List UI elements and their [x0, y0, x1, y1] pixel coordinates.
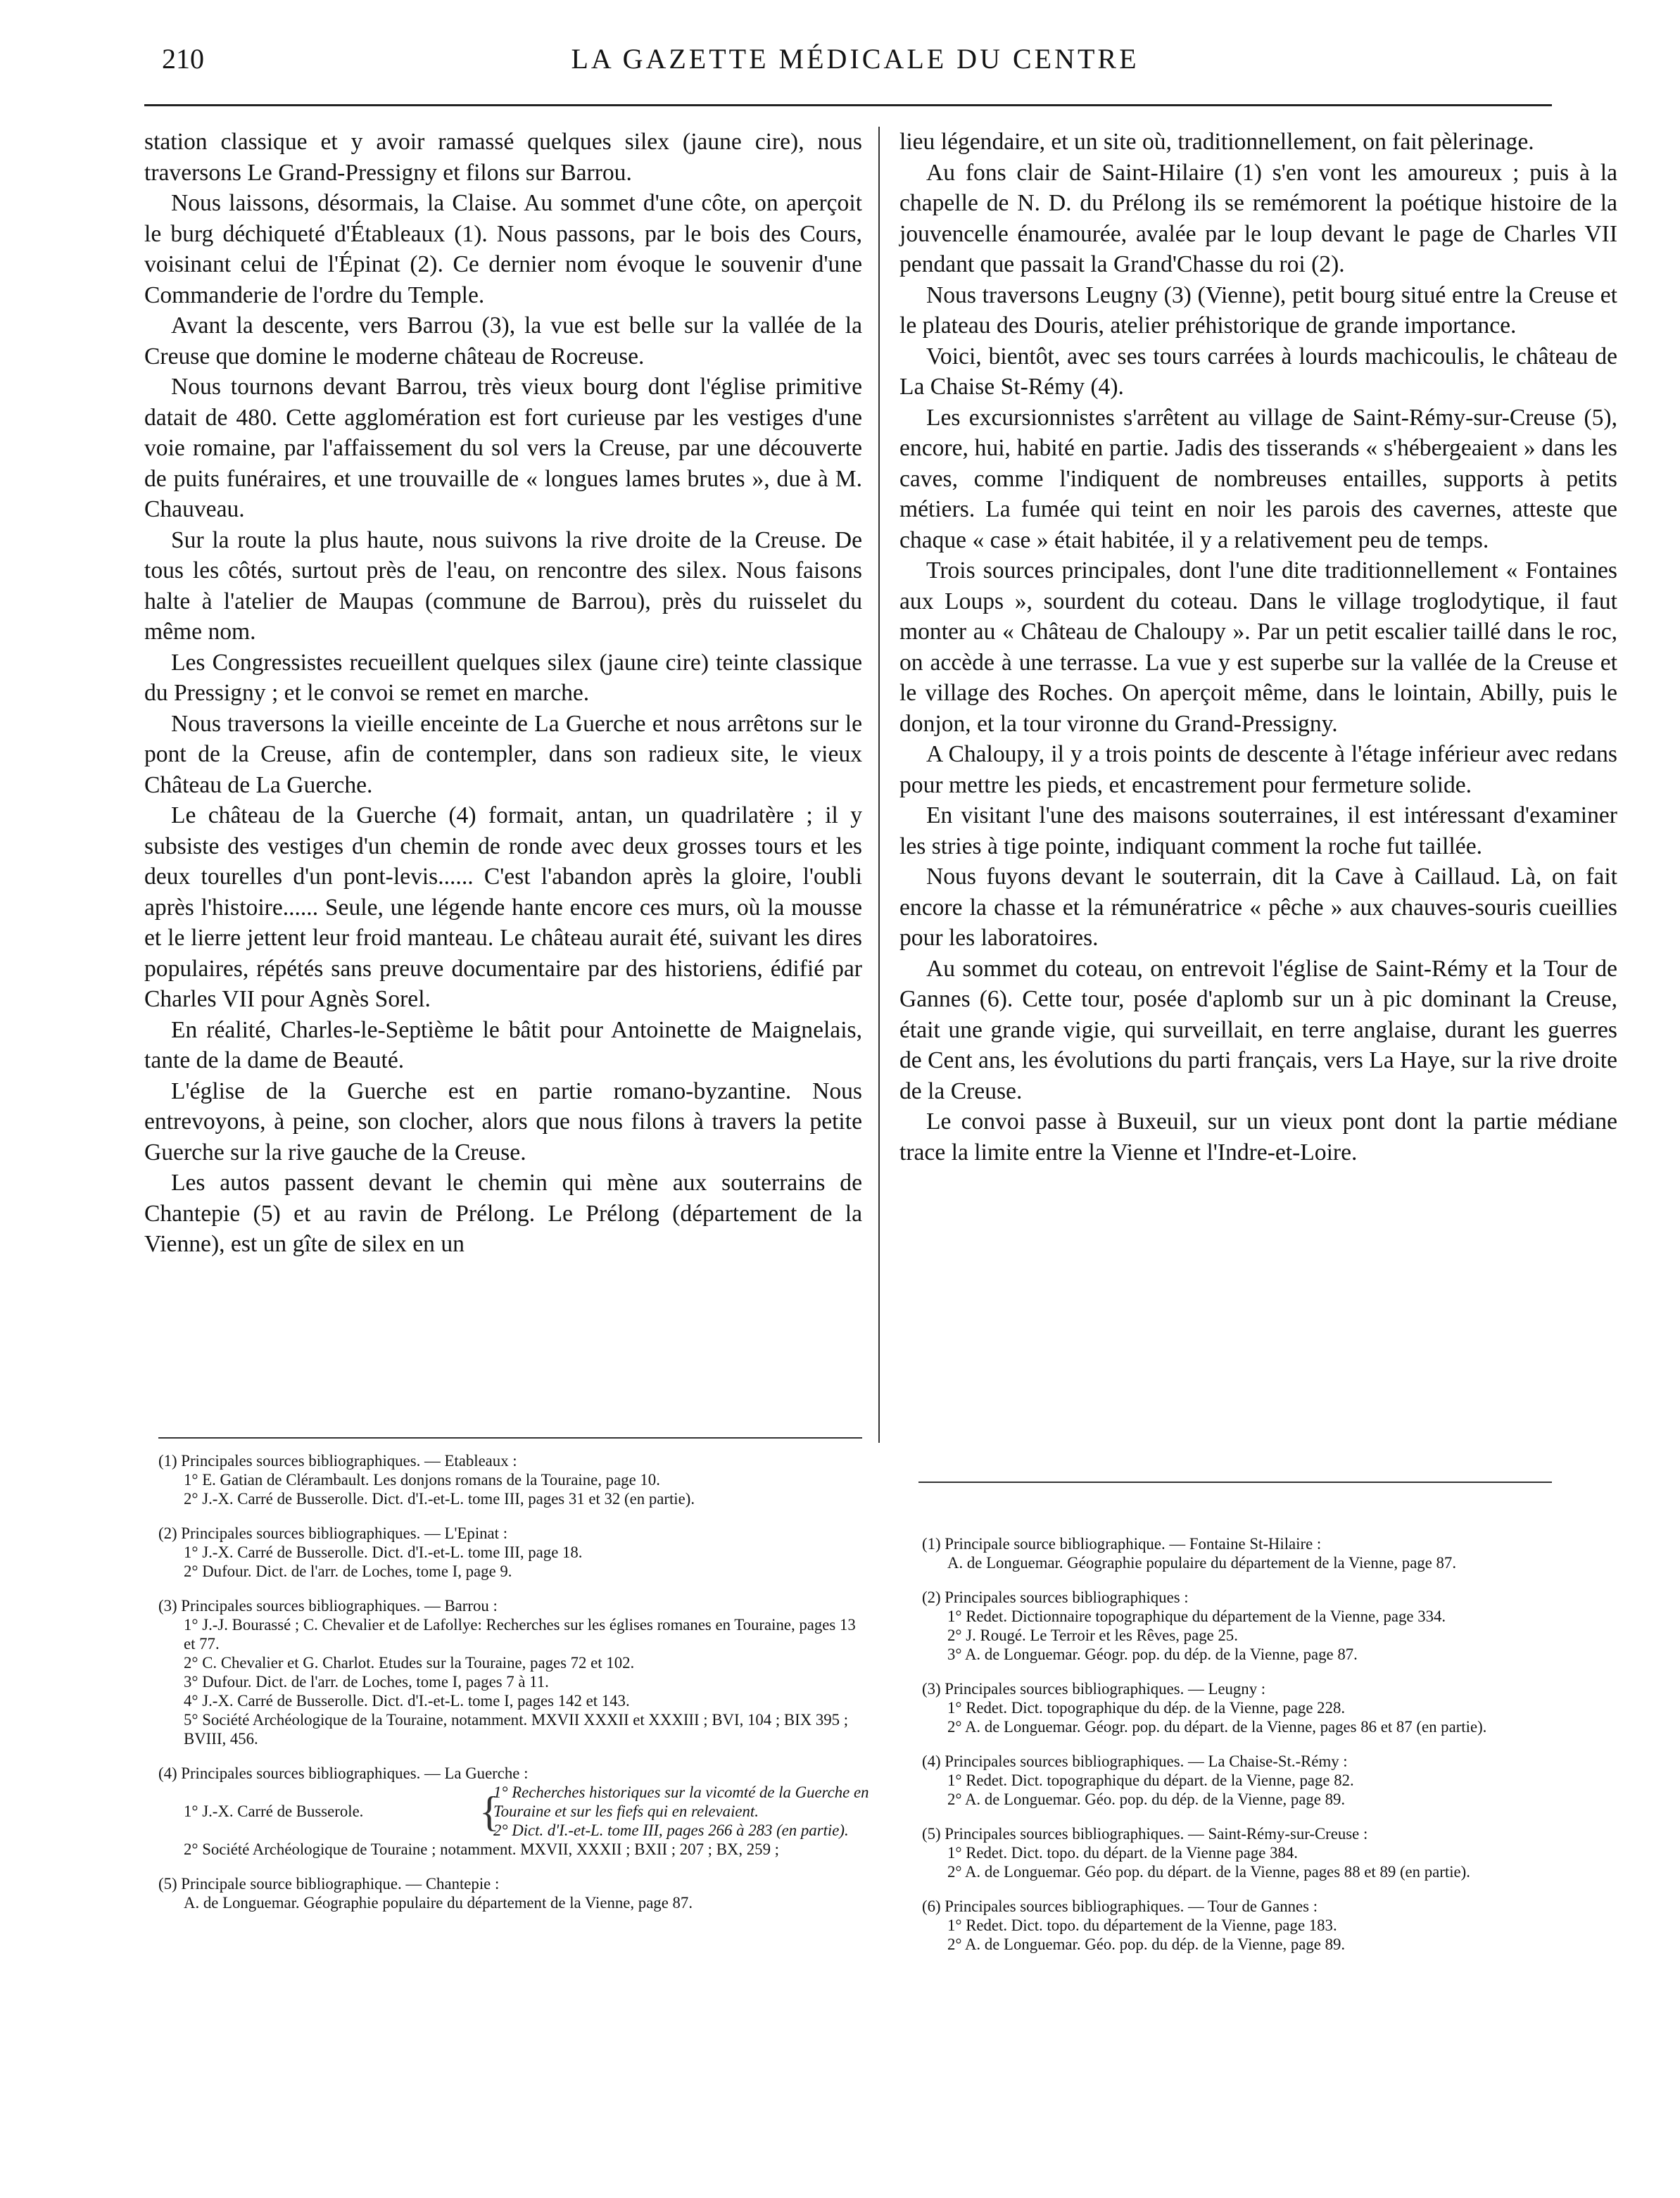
paragraph: Voici, bientôt, avec ses tours carrées à lourds machicoulis, le château de La Chaise St-Rémy (4).: [899, 343, 1617, 400]
footnote-heading: (4) Principales sources bibliographiques. — La Guerche :: [158, 1764, 529, 1782]
footnote-entry: 2° A. de Longuemar. Géo pop. du départ. de la Vienne, pages 88 et 89 (en partie).: [947, 1863, 1470, 1881]
footnote-braced-refs: [184, 1783, 869, 1840]
footnote-entry: 2° Dufour. Dict. de l'arr. de Loches, tome I, page 9.: [184, 1562, 512, 1580]
footnote-entry: 2° Dict. d'I.-et-L. tome III, pages 266 à 283 (en partie).: [493, 1821, 849, 1839]
paragraph: lieu légendaire, et un site où, traditionnellement, on fait pèlerinage.: [899, 129, 1534, 155]
paragraph: Le château de la Guerche (4) formait, antan, un quadrilatère ; il y subsiste des vestiges d'un chemin de ronde avec deux grosses tours et les deux tourelles d'un pont-levis...... C'est l'abandon après la gloire, l'oubli après l'histoire...... Seule, une légende hante encore ces murs, où la mousse et le lierre jettent leur froid manteau. Le château aurait été, suivant les dires populaires, répétés sans preuve documentaire par des historiens, édifié par Charles VII pour Agnès Sorel.: [144, 802, 862, 1012]
footnote-heading: (6) Principales sources bibliographiques. — Tour de Gannes :: [922, 1897, 1318, 1915]
footnote-2: [158, 1524, 869, 1581]
paragraph: Trois sources principales, dont l'une dite traditionnellement « Fontaines aux Loups », sourdent du coteau. Dans le village troglodytique, il faut monter au « Château de Chaloupy ». Par un petit escalier taillé dans le roc, on accède à une terrasse. La vue y est superbe sur la vallée de la Creuse et le village des Roches. On aperçoit même, dans le lointain, Abilly, puis le donjon, et la tour vironne du Grand-Pressigny.: [899, 557, 1617, 737]
paragraph: Nous fuyons devant le souterrain, dit la Cave à Caillaud. Là, on fait encore la chasse et la rémunératrice « pêche » aux chauves-souris cueillies pour les laboratoires.: [899, 864, 1617, 951]
paragraph: station classique et y avoir ramassé quelques silex (jaune cire), nous traversons Le Grand-Pressigny et filons sur Barrou.: [144, 129, 862, 186]
footnote-heading: (2) Principales sources bibliographiques :: [922, 1589, 1189, 1606]
paragraph: Avant la descente, vers Barrou (3), la vue est belle sur la vallée de la Creuse que domine le moderne château de Rocreuse.: [144, 312, 862, 370]
footnote-1: [158, 1451, 869, 1508]
footnote-entry: 1° J.-J. Bourassé ; C. Chevalier et de Lafollye: Recherches sur les églises romanes en Touraine, pages 13 et 77.: [184, 1616, 856, 1653]
left-column: [144, 127, 862, 1260]
running-title: LA GAZETTE MÉDICALE DU CENTRE: [571, 43, 1139, 75]
footnote-author: 1° J.-X. Carré de Busserole.: [184, 1802, 364, 1820]
footnote-entry: 1° J.-X. Carré de Busserolle. Dict. d'I.-et-L. tome III, page 18.: [184, 1543, 583, 1561]
footnote-entry: 1° Redet. Dict. topo. du départ. de la Vienne page 384.: [947, 1844, 1298, 1862]
page-number: 210: [162, 43, 204, 75]
footnote-entry: 1° Recherches historiques sur la vicomté de la Guerche en Touraine et sur les fiefs qui en relevaient.: [493, 1783, 869, 1820]
footnote-entry: 2° A. de Longuemar. Géo. pop. du dép. de la Vienne, page 89.: [947, 1935, 1346, 1953]
footnote-heading: (5) Principale source bibliographique. — Chantepie :: [158, 1875, 500, 1893]
footnote-entry: A. de Longuemar. Géographie populaire du département de la Vienne, page 87.: [184, 1894, 693, 1912]
footnote-heading: (1) Principale source bibliographique. — Fontaine St-Hilaire :: [922, 1535, 1322, 1553]
footnote-entry: 2° J.-X. Carré de Busserolle. Dict. d'I.-et-L. tome III, pages 31 et 32 (en partie).: [184, 1490, 695, 1508]
footnote-heading: (4) Principales sources bibliographiques. — La Chaise-St.-Rémy :: [922, 1752, 1348, 1770]
paragraph: Au fons clair de Saint-Hilaire (1) s'en vont les amoureux ; puis à la chapelle de N. D. du Prélong ils se remémorent la poétique histoire de la jouvencelle énamourée, avalée par le loup devant le page de Charles VII pendant que passait la Grand'Chasse du roi (2).: [899, 159, 1617, 277]
paragraph: Les Congressistes recueillent quelques silex (jaune cire) teinte classique du Pressigny ; et le convoi se remet en marche.: [144, 649, 862, 706]
footnote-entry: 5° Société Archéologique de la Touraine, notamment. MXVII XXXII et XXXIII ; BVI, 104 ; BIX 395 ; BVIII, 456.: [184, 1711, 849, 1748]
footnote-entry: 3° A. de Longuemar. Géogr. pop. du dép. de la Vienne, page 87.: [947, 1646, 1358, 1663]
footnote-entry: 1° Redet. Dictionnaire topographique du département de la Vienne, page 334.: [947, 1608, 1446, 1625]
paragraph: L'église de la Guerche est en partie romano-byzantine. Nous entrevoyons, à peine, son clocher, alors que nous filons à travers la petite Guerche sur la rive gauche de la Creuse.: [144, 1078, 862, 1166]
paragraph: Les excursionnistes s'arrêtent au village de Saint-Rémy-sur-Creuse (5), encore, hui, habité en partie. Jadis des tisserands « s'hébergeaient » dans les caves, comme l'indiquent de nombreuses entailles, supports à petits métiers. La fumée qui teint en noir les parois des cavernes, atteste que chaque « case » était habitée, il y a relativement peu de temps.: [899, 404, 1617, 553]
paragraph: Nous traversons Leugny (3) (Vienne), petit bourg situé entre la Creuse et le plateau des Douris, atelier préhistorique de grande importance.: [899, 282, 1617, 339]
footnote-entry: 2° J. Rougé. Le Terroir et les Rêves, page 25.: [947, 1627, 1238, 1644]
footnote-entry: 2° C. Chevalier et G. Charlot. Etudes sur la Touraine, pages 72 et 102.: [184, 1654, 635, 1672]
paragraph: Au sommet du coteau, on entrevoit l'église de Saint-Rémy et la Tour de Gannes (6). Cette tour, posée d'aplomb sur un à pic dominant la Creuse, était une grande vigie, qui surveillait, en terre anglaise, durant les guerres de Cent ans, les évolutions du parti français, vers La Haye, sur la rive droite de la Creuse.: [899, 955, 1617, 1104]
page-header: [162, 42, 1548, 91]
paragraph: A Chaloupy, il y a trois points de descente à l'étage inférieur avec redans pour mettre les pieds, et encastrement pour fermeture solide.: [899, 741, 1617, 798]
footnote-6: [922, 1897, 1555, 1954]
paragraph: Les autos passent devant le chemin qui mène aux souterrains de Chantepie (5) et au ravin de Prélong. Le Prélong (département de la Vienne), est un gîte de silex en un: [144, 1170, 862, 1257]
paragraph: Nous traversons la vieille enceinte de La Guerche et nous arrêtons sur le pont de la Creuse, afin de contempler, dans son radieux site, le vieux Château de La Guerche.: [144, 710, 862, 798]
footnote-heading: (2) Principales sources bibliographiques. — L'Epinat :: [158, 1524, 508, 1542]
footnote-entry: 2° A. de Longuemar. Géo. pop. du dép. de la Vienne, page 89.: [947, 1790, 1346, 1808]
footnote-entry: 2° A. de Longuemar. Géogr. pop. du départ. de la Vienne, pages 86 et 87 (en partie).: [947, 1718, 1487, 1736]
footnote-entry: 4° J.-X. Carré de Busserolle. Dict. d'I.-et-L. tome I, pages 142 et 143.: [184, 1692, 630, 1710]
footnote-entry: 2° Société Archéologique de Touraine ; notamment. MXVII, XXXII ; BXII ; 207 ; BX, 259 ;: [184, 1840, 779, 1858]
footnote-entry: 3° Dufour. Dict. de l'arr. de Loches, tome I, pages 7 à 11.: [184, 1673, 549, 1691]
footnotes-right: [922, 1534, 1555, 1969]
footnote-4: [158, 1764, 869, 1859]
paragraph: En réalité, Charles-le-Septième le bâtit pour Antoinette de Maignelais, tante de la dame de Beauté.: [144, 1016, 862, 1073]
footnote-heading: (5) Principales sources bibliographiques. — Saint-Rémy-sur-Creuse :: [922, 1825, 1368, 1843]
footnotes-left: [158, 1451, 869, 1928]
footnote-heading: (3) Principales sources bibliographiques. — Leugny :: [922, 1680, 1266, 1698]
column-divider: [878, 127, 880, 1443]
footnote-ref-list: [493, 1783, 869, 1840]
footnote-3: [158, 1596, 869, 1748]
footnote-entry: 1° Redet. Dict. topo. du département de la Vienne, page 183.: [947, 1916, 1337, 1934]
header-rule: [144, 104, 1552, 106]
footnote-entry: 1° Redet. Dict. topographique du dép. de la Vienne, page 228.: [947, 1699, 1346, 1717]
footnote-heading: (1) Principales sources bibliographiques. — Etableaux :: [158, 1452, 517, 1470]
footnote-rule-left: [158, 1437, 862, 1439]
footnote-5: [922, 1824, 1555, 1881]
footnote-4: [922, 1752, 1555, 1809]
paragraph: Nous tournons devant Barrou, très vieux bourg dont l'église primitive datait de 480. Cette agglomération est fort curieuse par les vestiges d'une voie romaine, par l'affaissement du sol vers la Creuse, par une découverte de puits funéraires, et une trouvaille de « longues lames brutes », due à M. Chauveau.: [144, 374, 862, 522]
footnote-entry: 1° E. Gatian de Clérambault. Les donjons romans de la Touraine, page 10.: [184, 1471, 660, 1489]
footnote-2: [922, 1588, 1555, 1664]
footnote-entry: A. de Longuemar. Géographie populaire du département de la Vienne, page 87.: [947, 1554, 1457, 1572]
brace-glyph: {: [479, 1788, 500, 1835]
footnote-3: [922, 1679, 1555, 1736]
footnote-1: [922, 1534, 1555, 1572]
right-column: [899, 127, 1617, 1168]
footnote-heading: (3) Principales sources bibliographiques. — Barrou :: [158, 1597, 498, 1615]
footnote-entry: 1° Redet. Dict. topographique du départ. de la Vienne, page 82.: [947, 1771, 1354, 1789]
paragraph: Nous laissons, désormais, la Claise. Au sommet d'une côte, on aperçoit le burg déchiqueté d'Étableaux (1). Nous passons, par le bois des Cours, voisinant celui de l'Épinat (2). Ce dernier nom évoque le souvenir d'une Commanderie de l'ordre du Temple.: [144, 190, 862, 308]
paragraph: En visitant l'une des maisons souterraines, il est intéressant d'examiner les stries à tige pointe, indiquant comment la roche fut taillée.: [899, 802, 1617, 859]
paragraph: Sur la route la plus haute, nous suivons la rive droite de la Creuse. De tous les côtés, surtout près de l'eau, on rencontre des silex. Nous faisons halte à l'atelier de Maupas (commune de Barrou), près du ruisselet du même nom.: [144, 526, 862, 645]
footnote-5: [158, 1874, 869, 1912]
paragraph: Le convoi passe à Buxeuil, sur un vieux pont dont la partie médiane trace la limite entre la Vienne et l'Indre-et-Loire.: [899, 1109, 1617, 1166]
footnote-rule-right: [918, 1482, 1552, 1483]
